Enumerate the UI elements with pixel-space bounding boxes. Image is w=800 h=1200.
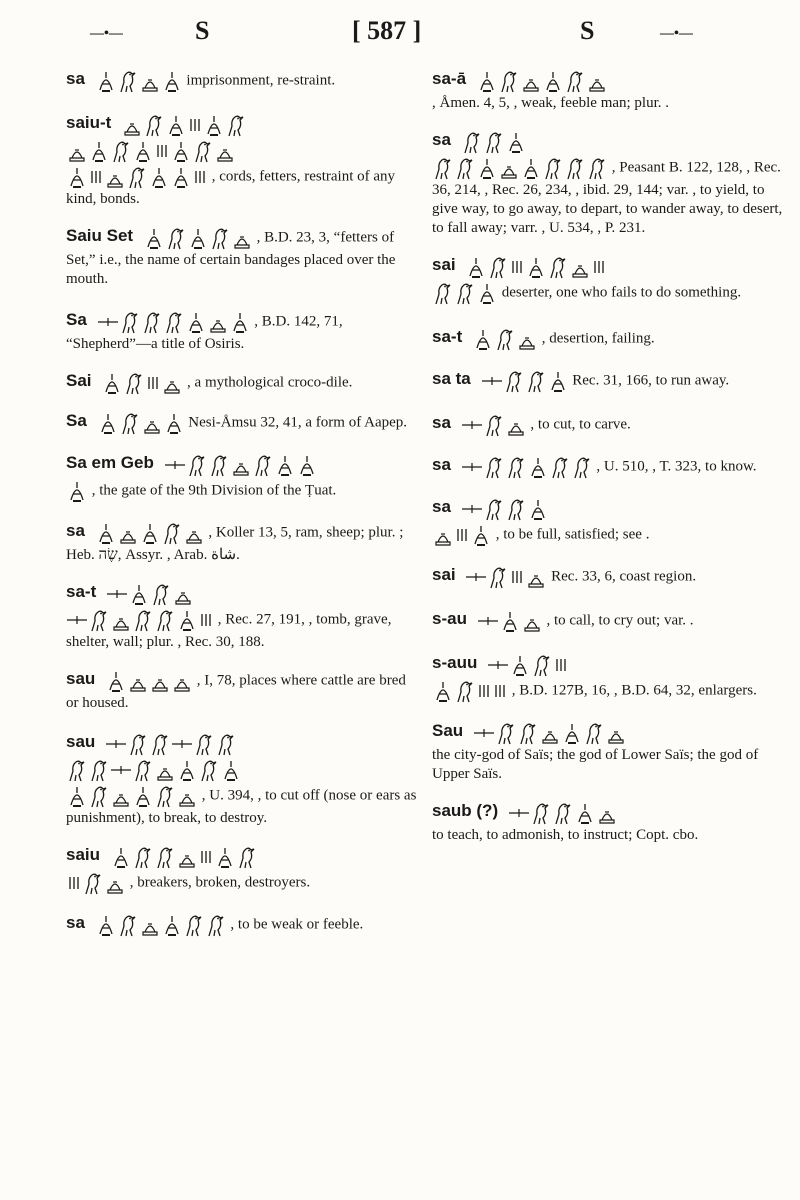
hieroglyph-glyph [67, 138, 87, 164]
hieroglyph-glyph [172, 668, 192, 694]
hieroglyph-glyph [522, 608, 542, 634]
definition: , Peasant B. 122, 128, , Rec. 36, 214, , Rec. 26, 234, , ibid. 29, 144; var. , to yield, to give way, to go away, to depart, to wander away, to desert, to fall away; varr. , U. 534, , P. 231. [432, 159, 783, 236]
definition: , U. 510, , T. 323, to know. [596, 458, 757, 475]
headword: sa [432, 497, 451, 517]
definition: , a mythological croco-dile. [187, 374, 353, 391]
definition: imprisonment, re-straint. [186, 72, 336, 89]
bird-glyph [543, 155, 563, 181]
entry [66, 370, 418, 396]
plural-strokes-glyph [510, 258, 524, 276]
bird-glyph [488, 254, 508, 280]
hieroglyph-glyph [517, 326, 537, 352]
headword: s-au [432, 609, 467, 629]
entry [66, 844, 418, 896]
bird-glyph [504, 368, 524, 394]
headword: sa [432, 413, 451, 433]
entry [432, 412, 784, 438]
definition: deserter, one who fails to do something. [501, 284, 742, 301]
header-letter-right: S [580, 16, 595, 45]
bird-glyph [150, 731, 170, 757]
bird-glyph [584, 720, 604, 746]
bird-glyph [484, 454, 504, 480]
bird-glyph [89, 757, 109, 783]
walking-legs-glyph [548, 368, 568, 394]
entry [66, 520, 418, 565]
bird-glyph [253, 452, 273, 478]
bird-glyph [484, 496, 504, 522]
headword: Sau [432, 721, 464, 741]
hieroglyph-glyph [477, 280, 497, 306]
hieroglyph-glyph [215, 844, 235, 870]
hieroglyph-glyph [477, 68, 497, 94]
hieroglyph-glyph [231, 452, 251, 478]
bird-glyph [155, 607, 175, 633]
definition: , to cut, to carve. [530, 416, 631, 433]
hieroglyph-glyph [67, 478, 87, 504]
definition: the city-god of Saïs; the god of Lower Saïs; the god of Upper Saïs. [432, 747, 759, 782]
entry [66, 225, 418, 289]
bird-glyph [526, 368, 546, 394]
definition: , to be weak or feeble. [230, 916, 364, 933]
crocodile-glyph [162, 370, 182, 396]
headword: sa [432, 455, 451, 475]
plural-strokes-glyph [193, 168, 207, 186]
definition: , Rec. 27, 191, , tomb, grave, shelter, wall; plur. , Rec. 30, 188. [66, 611, 392, 650]
entry [432, 129, 784, 238]
bird-glyph [133, 757, 153, 783]
hieroglyph-glyph [510, 652, 530, 678]
hieroglyph-glyph [499, 155, 519, 181]
headword: saiu [66, 845, 101, 865]
definition: , to be full, satisfied; see . [495, 526, 650, 543]
headword: sai [432, 255, 456, 275]
bird-glyph [194, 731, 214, 757]
definition: , to call, to cry out; var. . [546, 612, 694, 629]
hieroglyph-glyph [433, 522, 453, 548]
bird-glyph [455, 678, 475, 704]
hieroglyph-glyph [89, 138, 109, 164]
hieroglyph-glyph [177, 844, 197, 870]
hieroglyph-glyph [140, 520, 160, 546]
bird-glyph [120, 309, 140, 335]
hieroglyph-glyph [171, 138, 191, 164]
definition: , B.D. 142, 71, “Shepherd”—a title of Osiris. [66, 313, 343, 352]
hieroglyph-glyph [232, 225, 252, 251]
definition: , cords, fetters, restraint of any kind, bonds. [66, 168, 396, 207]
definition: , Åmen. 4, 5, , weak, feeble man; plur. . [432, 95, 670, 111]
bird-glyph [237, 844, 257, 870]
hieroglyph-glyph [188, 225, 208, 251]
headword: sa-t [432, 327, 463, 347]
definition: , the gate of the 9th Division of the Ṭuat. [91, 482, 337, 499]
bird-glyph [162, 520, 182, 546]
hieroglyph-glyph [166, 112, 186, 138]
entry [66, 581, 418, 652]
arrow-dash-icon [171, 739, 193, 749]
entry [432, 326, 784, 352]
bird-glyph [144, 112, 164, 138]
definition: , I, 78, places where cattle are bred or housed. [66, 672, 406, 711]
arrow-dash-icon [461, 504, 483, 514]
arrow-dash-icon [508, 808, 530, 818]
hieroglyph-glyph [67, 783, 87, 809]
hieroglyph-glyph [96, 520, 116, 546]
bird-glyph [83, 870, 103, 896]
hieroglyph-glyph [230, 309, 250, 335]
hieroglyph-glyph [96, 912, 116, 938]
entry [66, 668, 418, 713]
definition: to teach, to admonish, to instruct; Copt. cbo. [432, 827, 699, 843]
headword: sa ta [432, 369, 471, 389]
bird-glyph [127, 164, 147, 190]
definition: , B.D. 23, 3, “fetters of Set,” i.e., the name of certain bandages placed over the mouth. [66, 229, 396, 287]
bird-glyph [506, 454, 526, 480]
entry [66, 452, 418, 504]
bird-glyph [226, 112, 246, 138]
bird-glyph [206, 912, 226, 938]
entry [432, 720, 784, 784]
entry [432, 254, 784, 306]
hieroglyph-glyph [562, 720, 582, 746]
header-dash-icon: —•— [90, 26, 123, 41]
bird-glyph [89, 607, 109, 633]
knife-glyph [506, 412, 526, 438]
bird-glyph [209, 452, 229, 478]
bird-glyph [142, 309, 162, 335]
hieroglyph-glyph [144, 225, 164, 251]
plural-strokes-glyph [199, 848, 213, 866]
definition: Rec. 33, 6, coast region. [551, 568, 697, 585]
hieroglyph-glyph [506, 129, 526, 155]
hieroglyph-glyph [150, 668, 170, 694]
bird-glyph [118, 68, 138, 94]
plural-strokes-glyph [592, 258, 606, 276]
hieroglyph-glyph [221, 757, 241, 783]
arrow-dash-icon [97, 317, 119, 327]
right-column [432, 60, 784, 845]
hieroglyph-glyph [575, 800, 595, 826]
bird-glyph [484, 129, 504, 155]
entry [432, 652, 784, 704]
bird-glyph [155, 844, 175, 870]
bird-glyph [433, 280, 453, 306]
arrow-dash-icon [461, 420, 483, 430]
arrow-dash-icon [105, 739, 127, 749]
headword: sai [432, 565, 456, 585]
entry [66, 731, 418, 828]
definition: Nesi-Åmsu 32, 41, a form of Aapep. [188, 414, 408, 431]
city-glyph [540, 720, 560, 746]
water-glyph [526, 564, 546, 590]
entry [432, 454, 784, 480]
hieroglyph-glyph [164, 410, 184, 436]
hieroglyph-glyph [570, 254, 590, 280]
hieroglyph-glyph [521, 155, 541, 181]
arrow-dash-icon [461, 462, 483, 472]
headword: sa [66, 521, 85, 541]
entry [432, 564, 784, 590]
hieroglyph-glyph [105, 870, 125, 896]
headword: sa-t [66, 582, 97, 602]
hieroglyph-glyph [155, 757, 175, 783]
ram-glyph [118, 520, 138, 546]
headword: Saiu Set [66, 226, 134, 246]
entry [66, 112, 418, 209]
hieroglyph-glyph [105, 164, 125, 190]
hieroglyph-glyph [528, 496, 548, 522]
plural-strokes-glyph [199, 611, 213, 629]
hieroglyph-glyph [500, 608, 520, 634]
hieroglyph-glyph [275, 452, 295, 478]
hieroglyph-glyph [111, 607, 131, 633]
arrow-dash-icon [164, 460, 186, 470]
bird-glyph [531, 800, 551, 826]
hieroglyph-glyph [215, 138, 235, 164]
bird-glyph [133, 844, 153, 870]
bird-glyph [120, 410, 140, 436]
hieroglyph-glyph [111, 783, 131, 809]
hieroglyph-glyph [471, 522, 491, 548]
bird-glyph [496, 720, 516, 746]
bird-glyph [128, 731, 148, 757]
hieroglyph-glyph [184, 520, 204, 546]
hieroglyph-glyph [477, 155, 497, 181]
hieroglyph-glyph [129, 581, 149, 607]
arrow-dash-icon [481, 376, 503, 386]
hieroglyph-glyph [466, 254, 486, 280]
entry [432, 608, 784, 634]
plural-strokes-glyph [188, 116, 202, 134]
bird-glyph [462, 129, 482, 155]
bird-glyph [488, 564, 508, 590]
bird-glyph [587, 155, 607, 181]
hieroglyph-glyph [186, 309, 206, 335]
bird-glyph [89, 783, 109, 809]
hieroglyph-glyph [96, 68, 116, 94]
hieroglyph-glyph [162, 912, 182, 938]
plural-strokes-glyph [510, 568, 524, 586]
bird-glyph [499, 68, 519, 94]
bird-glyph [187, 452, 207, 478]
page-number: [ 587 ] [352, 16, 422, 45]
arrow-dash-icon [465, 572, 487, 582]
arrow-dash-icon [110, 765, 132, 775]
plural-strokes-glyph [455, 526, 469, 544]
plural-strokes-glyph [146, 374, 160, 392]
bird-glyph [455, 280, 475, 306]
hieroglyph-glyph [67, 164, 87, 190]
bird-glyph [553, 800, 573, 826]
hieroglyph-glyph [597, 800, 617, 826]
left-column [66, 60, 418, 938]
hieroglyph-glyph [111, 844, 131, 870]
hieroglyph-glyph [521, 68, 541, 94]
header-dash-icon: —•— [660, 26, 693, 41]
entry [432, 496, 784, 548]
headword: sa [432, 130, 451, 150]
hieroglyph-glyph [204, 112, 224, 138]
bird-glyph [518, 720, 538, 746]
headword: sa [66, 69, 85, 89]
hieroglyph-glyph [177, 783, 197, 809]
bird-glyph [548, 254, 568, 280]
city-glyph [606, 720, 626, 746]
bird-glyph [565, 68, 585, 94]
bird-glyph [433, 155, 453, 181]
tomb-glyph [173, 581, 193, 607]
hieroglyph-glyph [140, 912, 160, 938]
plural-strokes-glyph [89, 168, 103, 186]
definition: , breakers, broken, destroyers. [129, 874, 311, 891]
entry [66, 309, 418, 354]
plural-strokes-glyph [67, 874, 81, 892]
bird-glyph [506, 496, 526, 522]
arrow-dash-icon [477, 616, 499, 626]
bird-glyph [67, 757, 87, 783]
bird-glyph [495, 326, 515, 352]
entry [66, 912, 418, 938]
headword: sa [66, 913, 85, 933]
bird-glyph [210, 225, 230, 251]
entry [432, 68, 784, 113]
hieroglyph-glyph [543, 68, 563, 94]
bird-glyph [216, 731, 236, 757]
hieroglyph-glyph [128, 668, 148, 694]
entry [66, 410, 418, 436]
bird-glyph [133, 607, 153, 633]
bird-glyph [166, 225, 186, 251]
entry [66, 68, 418, 94]
plural-strokes-glyph [493, 682, 507, 700]
hieroglyph-glyph [133, 138, 153, 164]
bird-glyph [199, 757, 219, 783]
bird-glyph [155, 783, 175, 809]
hieroglyph-glyph [208, 309, 228, 335]
plural-strokes-glyph [155, 142, 169, 160]
page-header [0, 16, 800, 52]
hieroglyph-glyph [98, 410, 118, 436]
hieroglyph-glyph [473, 326, 493, 352]
arrow-dash-icon [106, 589, 128, 599]
bird-glyph [550, 454, 570, 480]
hieroglyph-glyph [297, 452, 317, 478]
hieroglyph-glyph [142, 410, 162, 436]
bird-glyph [164, 309, 184, 335]
hieroglyph-glyph [177, 757, 197, 783]
definition: , B.D. 127B, 16, , B.D. 64, 32, enlargers. [511, 682, 757, 699]
hieroglyph-glyph [162, 68, 182, 94]
definition: , desertion, failing. [541, 330, 655, 347]
definition: Rec. 31, 166, to run away. [572, 372, 730, 389]
headword: Sa [66, 310, 87, 330]
bird-glyph [184, 912, 204, 938]
headword: sau [66, 669, 96, 689]
hieroglyph-glyph [526, 254, 546, 280]
headword: Sai [66, 371, 92, 391]
plural-strokes-glyph [477, 682, 491, 700]
arrow-dash-icon [66, 615, 88, 625]
headword: Sa [66, 411, 87, 431]
bird-glyph [151, 581, 171, 607]
headword: sau [66, 732, 96, 752]
bird-glyph [111, 138, 131, 164]
hieroglyph-glyph [587, 68, 607, 94]
entry [432, 800, 784, 845]
hieroglyph-glyph [102, 370, 122, 396]
plural-strokes-glyph [554, 656, 568, 674]
headword: s-auu [432, 653, 478, 673]
entry [432, 368, 784, 394]
hieroglyph-glyph [122, 112, 142, 138]
headword: saub (?) [432, 801, 499, 821]
bird-glyph [572, 454, 592, 480]
hieroglyph-glyph [106, 668, 126, 694]
bird-glyph [455, 155, 475, 181]
hieroglyph-glyph [133, 783, 153, 809]
definition: , U. 394, , to cut off (nose or ears as punishment), to break, to destroy. [66, 787, 417, 826]
hieroglyph-glyph [528, 454, 548, 480]
headword: sa-ā [432, 69, 467, 89]
bird-glyph [532, 652, 552, 678]
hieroglyph-glyph [171, 164, 191, 190]
bird-glyph [118, 912, 138, 938]
definition: , Koller 13, 5, ram, sheep; plur. ; Heb. שֶׂה, Assyr. , Arab. شاة. [66, 524, 404, 563]
header-letter-left: S [195, 16, 210, 45]
bird-glyph [193, 138, 213, 164]
bird-glyph [124, 370, 144, 396]
hieroglyph-glyph [140, 68, 160, 94]
headword: saiu-t [66, 113, 112, 133]
bird-glyph [484, 412, 504, 438]
hieroglyph-glyph [177, 607, 197, 633]
bird-glyph [565, 155, 585, 181]
arrow-dash-icon [487, 660, 509, 670]
hieroglyph-glyph [149, 164, 169, 190]
hieroglyph-glyph [433, 678, 453, 704]
arrow-dash-icon [473, 728, 495, 738]
headword: Sa em Geb [66, 453, 154, 473]
